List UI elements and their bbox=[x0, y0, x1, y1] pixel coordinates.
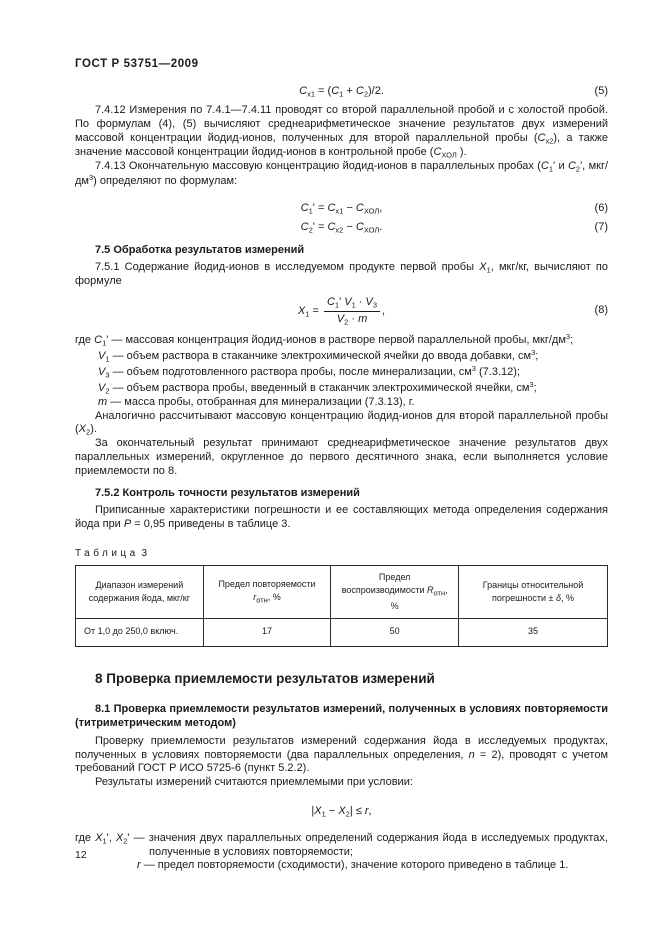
table-3-header-row bbox=[76, 566, 608, 618]
heading-7-5: 7.5 Обработка результатов измерений bbox=[95, 243, 305, 256]
definition-m: m — масса пробы, отобранная для минерализации (7.3.13), г. bbox=[98, 395, 415, 408]
formula-acceptability: $|X_1 - X_2| \le r$, bbox=[311, 804, 372, 819]
table-cell-repeatability: 17 bbox=[203, 618, 331, 646]
definition-v2: $V_2$ — объем раствора пробы, введенный в стаканчик электрохимической ячейки, $см^3$; bbox=[98, 379, 537, 396]
formula-7: $C_2' = C_{x2} - C_{ХОЛ}$. bbox=[300, 221, 383, 235]
formula-8-tail: , bbox=[382, 305, 386, 318]
table-3 bbox=[75, 565, 608, 646]
table-cell-range: От 1,0 до 250,0 включ. bbox=[76, 618, 204, 646]
formula-5-number: (5) bbox=[594, 85, 608, 98]
table-3-header-repeatability: Предел повторяемости $r_{отн}$, % bbox=[203, 566, 331, 618]
definition-x1-x2: где $X_1'$, $X_2'$ — значения двух параллельных определений содержания йода в исследуемых продуктах, полученные в условиях повторяемости; bbox=[75, 831, 608, 858]
definition-c1: где $C_1'$ — массовая концентрация йодид-ионов в растворе первой параллельной пробы, мкг/$дм^3$; bbox=[75, 332, 574, 348]
table-3-label bbox=[75, 548, 608, 561]
formula-6-number: (6) bbox=[594, 202, 608, 215]
definitions-acceptability bbox=[75, 832, 608, 873]
formula-8-fraction bbox=[324, 296, 380, 326]
paragraph-8-1-b: Результаты измерений считаются приемлемыми при условии: bbox=[95, 776, 413, 789]
formula-acceptability-row bbox=[75, 805, 608, 819]
paragraph-7-4-13: 7.4.13 Окончательную массовую концентрацию йодид-ионов в параллельных пробах ($C_1'$ и $C_2'$, мкг/$дм^3$) определяют по формулам: bbox=[75, 159, 609, 188]
formula-5-row bbox=[75, 85, 608, 99]
standard-number-header: ГОСТ Р 53751—2009 bbox=[75, 58, 199, 70]
formula-8-numerator: $C_1'$ $V_1 \cdot V_3$ bbox=[324, 296, 380, 312]
paragraph-7-5-1: 7.5.1 Содержание йодид-ионов в исследуемом продукте первой пробы $X_1$, мкг/кг, вычисляют по формуле bbox=[75, 260, 609, 287]
paragraph-final-result: За окончательный результат принимают среднеарифметическое значение результатов двух параллельных измерений, округленное до первого десятичного знака, если выполняется условие приемлемости по 8. bbox=[75, 437, 608, 477]
definition-r: r — предел повторяемости (сходимости), значение которого приведено в таблице 1. bbox=[137, 859, 569, 872]
formula-7-row bbox=[75, 221, 608, 235]
formula-5: $C_{x1} = (C_1 + C_2)/2$. bbox=[299, 85, 384, 99]
formula-8-row bbox=[75, 296, 608, 326]
table-3-label-word: Таблица bbox=[75, 547, 139, 559]
page-number: 12 bbox=[75, 848, 87, 861]
table-cell-error-limits: 35 bbox=[459, 618, 608, 646]
table-cell-reproducibility: 50 bbox=[331, 618, 459, 646]
formula-7-number: (7) bbox=[594, 221, 608, 234]
formula-8-number: (8) bbox=[594, 304, 608, 317]
table-row bbox=[76, 618, 608, 646]
formula-6-row bbox=[75, 202, 608, 216]
definition-v3: $V_3$ — объем подготовленного раствора пробы, после минерализации, $см^3$ (7.3.12); bbox=[98, 364, 520, 380]
formula-8-lhs: $X_1$ = bbox=[297, 305, 322, 319]
definition-v1: $V_1$ — объем раствора в стаканчике электрохимической ячейки до ввода добавки, $см^3$; bbox=[98, 348, 539, 364]
formula-6: $C_1' = C_{x1} - C_{ХОЛ}$, bbox=[300, 202, 383, 216]
formula-8-denominator: $V_2 \cdot m$ bbox=[336, 312, 368, 327]
table-3-header-error-limits: Границы относительной погрешности ± δ, % bbox=[459, 566, 608, 618]
paragraph-7-5-2: Приписанные характеристики погрешности и ее составляющих метода определения содержания йода при P = 0,95 приведены в таблице 3. bbox=[75, 504, 608, 530]
paragraph-analog: Аналогично рассчитывают массовую концентрацию йодид-ионов для второй параллельной пробы $(X_2)$. bbox=[75, 409, 608, 437]
table-3-header-range: Диапазон измерений содержания йода, мкг/кг bbox=[76, 566, 204, 618]
formula-8 bbox=[298, 296, 385, 326]
heading-8-1: 8.1 Проверка приемлемости результатов измерений, полученных в условиях повторяемости (титриметрическим методом) bbox=[75, 703, 608, 730]
paragraph-7-4-12: 7.4.12 Измерения по 7.4.1—7.4.11 проводят со второй параллельной пробой и с холостой пробой. По формулам (4), (5) вычисляют среднеарифметическое значение результатов двух измерений массовой концентрации йодид-ионов, полученных для второй параллельной пробы $(C_{х2})$, а также значение массовой концентрации йодид-ионов в контрольной пробе ($C_{ХОЛ}$ ). bbox=[75, 104, 608, 160]
definitions-formula-8 bbox=[75, 332, 608, 409]
heading-7-5-2: 7.5.2 Контроль точности результатов измерений bbox=[95, 487, 360, 500]
paragraph-8-1-a: Проверку приемлемости результатов измерений содержания йода в исследуемых продуктах, полученных в условиях повторяемости (два параллельных определения, n = 2), проводят с учетом требований ГОСТ Р ИСО 5725-6 (пункт 5.2.2). bbox=[75, 734, 609, 775]
table-3-header-reproducibility: Предел воспроизводимости $R_{отн}$, % bbox=[331, 566, 459, 618]
heading-section-8: 8 Проверка приемлемости результатов измерений bbox=[95, 670, 435, 686]
table-3-label-number: 3 bbox=[141, 547, 148, 559]
